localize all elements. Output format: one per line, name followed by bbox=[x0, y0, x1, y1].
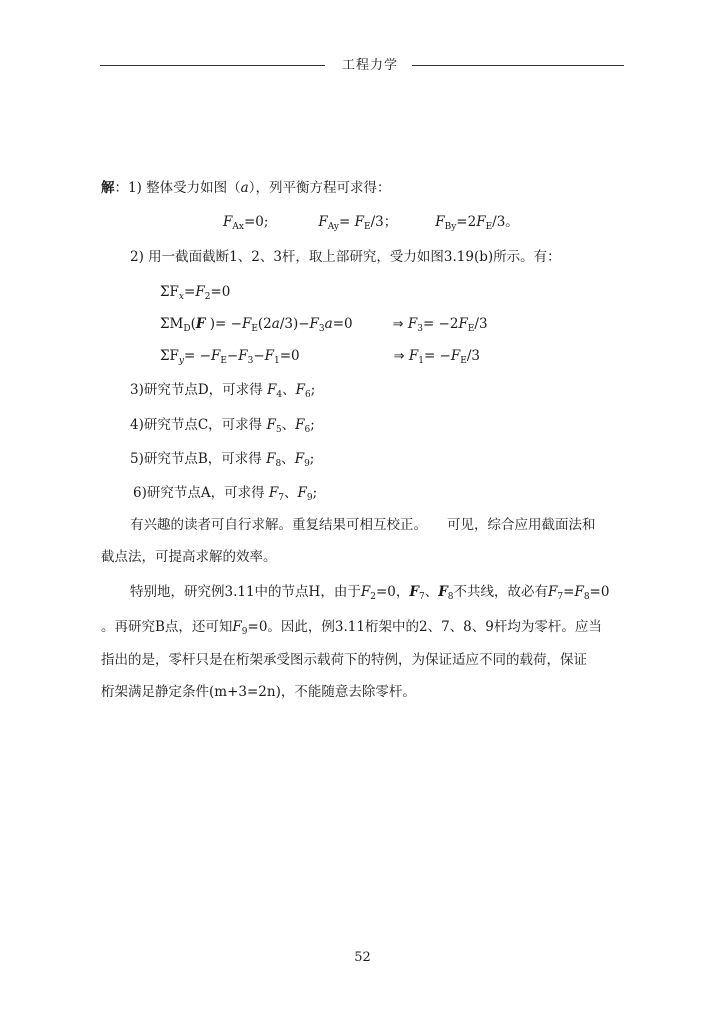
text-run: F bbox=[294, 451, 305, 467]
text-run: /3 bbox=[466, 348, 480, 364]
text-run: 9 bbox=[241, 627, 248, 637]
text-run: F bbox=[407, 316, 418, 332]
text-run: 8 bbox=[447, 592, 454, 602]
text-line-l12 bbox=[101, 547, 277, 567]
text-run: F bbox=[409, 584, 419, 600]
text-run: ΣF bbox=[160, 284, 179, 300]
text-line-l16 bbox=[101, 682, 416, 702]
text-run: F bbox=[309, 316, 319, 332]
text-run: 、 bbox=[282, 382, 296, 398]
text-run: 3 bbox=[247, 356, 254, 366]
text-run: ; bbox=[310, 382, 316, 398]
text-run: )= − bbox=[205, 316, 242, 332]
text-run: =0 bbox=[210, 284, 231, 300]
text-run: 截点法，可提高求解的效率。 bbox=[101, 549, 277, 565]
text-run: F bbox=[360, 584, 371, 600]
text-run: F bbox=[195, 284, 205, 300]
text-run: F bbox=[264, 348, 274, 364]
text-run: ：1) 整体受力如图（ bbox=[114, 180, 241, 196]
text-run: = − bbox=[423, 348, 451, 364]
text-run: x bbox=[178, 292, 184, 302]
text-run: F bbox=[574, 584, 584, 600]
text-run: 有兴趣的读者可自行求解。重复结果可相互校正。 bbox=[130, 517, 427, 533]
text-run: ⇒ bbox=[393, 349, 405, 364]
text-line-l7 bbox=[130, 380, 315, 405]
text-run: a bbox=[271, 316, 280, 332]
text-run: /3； bbox=[370, 214, 398, 230]
text-run: /3。 bbox=[492, 214, 519, 230]
text-run: 7 bbox=[557, 592, 564, 602]
text-run: a bbox=[324, 316, 333, 332]
text-run: ; bbox=[312, 485, 318, 501]
text-run: y bbox=[178, 356, 185, 366]
header-rule-left bbox=[100, 65, 325, 66]
text-run: 5)研究节点B，可求得 bbox=[130, 451, 267, 467]
text-run: 不共线，故必有 bbox=[453, 584, 549, 600]
text-run: ; bbox=[309, 451, 315, 467]
text-run: F bbox=[223, 214, 233, 230]
text-run: /3)− bbox=[279, 316, 310, 332]
text-run: D bbox=[183, 324, 191, 334]
text-run: F bbox=[295, 382, 305, 398]
text-line-l9 bbox=[130, 449, 314, 474]
text-run: − bbox=[253, 348, 265, 364]
text-line-l2 bbox=[223, 212, 519, 237]
text-run: 8 bbox=[583, 592, 590, 602]
text-line-l8 bbox=[130, 415, 315, 440]
text-run: 4 bbox=[276, 390, 283, 400]
text-run: =0。因此，例3.11桁架中的2、7、8、9杆均为零杆。应当 bbox=[247, 619, 602, 635]
text-run: 、 bbox=[424, 584, 439, 600]
text-run: a bbox=[240, 180, 249, 196]
text-run: 可见，综合应用截面法和 bbox=[447, 517, 596, 533]
text-run: =0 bbox=[279, 348, 300, 364]
text-run: = −2 bbox=[422, 316, 459, 332]
text-run: F bbox=[548, 584, 558, 600]
text-run: Ax bbox=[232, 222, 244, 232]
text-run: ; bbox=[310, 417, 315, 433]
text-line-l3 bbox=[130, 247, 561, 267]
text-run: E bbox=[364, 222, 371, 232]
text-run: =0 bbox=[589, 584, 610, 600]
text-run: F bbox=[195, 316, 206, 332]
text-run: F bbox=[408, 348, 419, 364]
text-run: ( bbox=[190, 316, 196, 332]
text-run: =0; bbox=[243, 214, 269, 230]
text-run: = − bbox=[184, 348, 211, 364]
text-run: F bbox=[450, 348, 461, 364]
text-run: F bbox=[458, 316, 468, 332]
text-run: =0 bbox=[332, 316, 353, 332]
text-run: =2 bbox=[456, 214, 477, 230]
text-run: E bbox=[460, 356, 467, 366]
text-run: 6)研究节点A，可求得 bbox=[133, 485, 269, 501]
text-run: 1 bbox=[418, 356, 424, 366]
text-run: F bbox=[295, 417, 305, 433]
text-run: E bbox=[251, 324, 258, 334]
text-run: 6 bbox=[304, 390, 311, 400]
running-header bbox=[100, 54, 625, 74]
header-title: 工程力学 bbox=[341, 58, 398, 73]
text-run: F bbox=[266, 382, 277, 398]
text-run: 9 bbox=[304, 459, 310, 469]
text-run: E bbox=[467, 324, 475, 334]
text-run: F bbox=[238, 348, 248, 364]
text-run: 3 bbox=[417, 324, 423, 334]
text-run: ⇒ bbox=[392, 317, 404, 332]
text-run: F bbox=[476, 214, 486, 230]
text-run: E bbox=[485, 222, 493, 232]
text-run: = bbox=[184, 284, 196, 300]
text-line-l4 bbox=[160, 282, 230, 307]
text-run: 、 bbox=[281, 417, 296, 433]
text-line-l5 bbox=[160, 314, 488, 339]
text-run: 2 bbox=[370, 592, 376, 602]
text-run: 桁架满足静定条件(m+3=2n)，不能随意去除零杆。 bbox=[101, 684, 416, 700]
text-run: 9 bbox=[306, 493, 313, 503]
page-number: 52 bbox=[354, 950, 371, 965]
text-run: 8 bbox=[275, 459, 282, 469]
text-run: F bbox=[354, 214, 364, 230]
text-run: ），列平衡方程可求得： bbox=[248, 180, 391, 196]
text-run: 7 bbox=[278, 493, 285, 503]
text-run: F bbox=[435, 214, 445, 230]
text-run: 2 bbox=[204, 292, 211, 302]
text-run: F bbox=[318, 214, 328, 230]
text-run: /3 bbox=[474, 316, 488, 332]
text-run: ΣF bbox=[160, 348, 179, 364]
text-run: ΣM bbox=[160, 316, 184, 332]
text-line-l6 bbox=[160, 346, 480, 371]
header-rule-right bbox=[412, 65, 624, 66]
text-run: (2 bbox=[257, 316, 272, 332]
text-run: 。再研究B点，还可知 bbox=[101, 619, 233, 635]
text-run: F bbox=[266, 417, 276, 433]
text-run: 7 bbox=[418, 592, 425, 602]
text-line-l13 bbox=[130, 582, 609, 607]
text-run: F bbox=[438, 584, 448, 600]
text-run: Ay bbox=[327, 222, 340, 232]
text-run: =0， bbox=[375, 584, 410, 600]
text-run: E bbox=[220, 356, 227, 366]
text-run: 3 bbox=[318, 324, 325, 334]
text-run: 解 bbox=[101, 180, 115, 196]
text-run: 3)研究节点D，可求得 bbox=[130, 382, 267, 398]
text-line-l11 bbox=[130, 515, 596, 535]
text-run: F bbox=[266, 451, 276, 467]
text-run: 2) 用一截面截断1、2、3杆，取上部研究，受力如图3.19(b)所示。有： bbox=[130, 249, 561, 265]
text-run: 1 bbox=[274, 356, 280, 366]
text-run: F bbox=[232, 619, 242, 635]
text-run: F bbox=[210, 348, 221, 364]
text-run: = bbox=[563, 584, 575, 600]
text-run: 5 bbox=[275, 425, 282, 435]
text-line-l10 bbox=[133, 483, 317, 508]
text-run: = bbox=[339, 214, 355, 230]
text-run: F bbox=[268, 485, 279, 501]
text-run: 、 bbox=[284, 485, 298, 501]
text-line-l15 bbox=[101, 650, 587, 670]
text-run: 、 bbox=[281, 451, 295, 467]
text-run: By bbox=[444, 222, 457, 232]
text-run: F bbox=[297, 485, 307, 501]
text-line-l14 bbox=[101, 617, 602, 642]
text-run: 特别地，研究例3.11中的节点H，由于 bbox=[130, 584, 361, 600]
text-line-l1 bbox=[101, 178, 390, 198]
text-run: 指出的是，零杆只是在桁架承受图示载荷下的特例，为保证适应不同的载荷，保证 bbox=[101, 652, 587, 668]
text-run: F bbox=[241, 316, 252, 332]
text-run: 4)研究节点C，可求得 bbox=[130, 417, 267, 433]
text-run: − bbox=[226, 348, 239, 364]
text-run: 6 bbox=[304, 425, 311, 435]
